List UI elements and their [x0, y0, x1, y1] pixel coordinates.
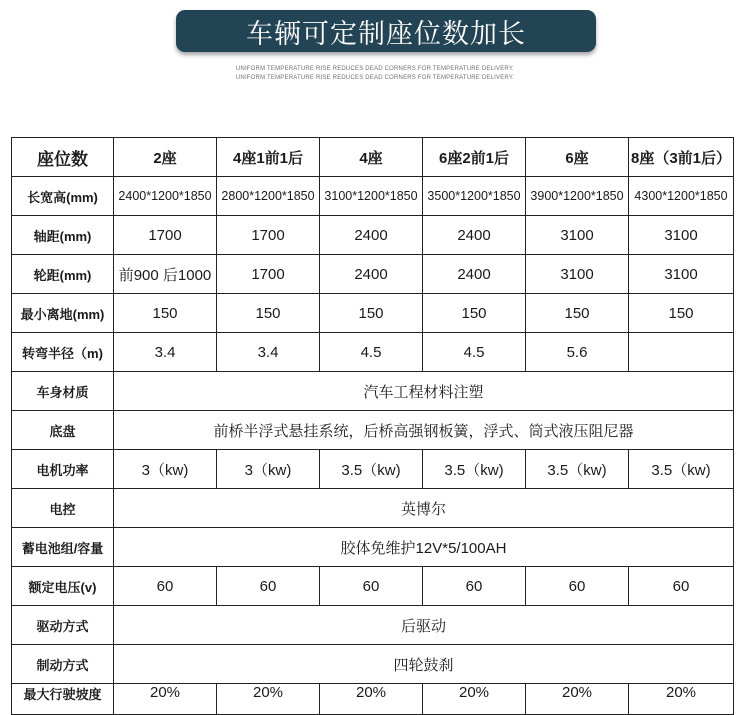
table-cell: 60 — [217, 567, 320, 606]
page-title: 车辆可定制座位数加长 — [246, 18, 526, 50]
table-cell: 4300*1200*1850 — [629, 177, 734, 216]
row-label: 最小离地(mm) — [12, 294, 114, 333]
table-row — [12, 645, 734, 684]
row-label: 额定电压(v) — [12, 567, 114, 606]
table-cell: 60 — [629, 567, 734, 606]
table-row — [12, 411, 734, 450]
table-cell: 3.5（kw) — [629, 450, 734, 489]
table-cell: 20% — [526, 684, 629, 715]
table-row — [12, 372, 734, 411]
table-cell: 150 — [114, 294, 217, 333]
row-label: 电机功率 — [12, 450, 114, 489]
table-cell: 3.4 — [114, 333, 217, 372]
table-cell: 20% — [320, 684, 423, 715]
table-cell: 60 — [320, 567, 423, 606]
table-cell: 1700 — [217, 255, 320, 294]
subtitle-line-1: UNIFORM TEMPERATURE RISE REDUCES DEAD CORNERS FOR TEMPERATURE DELIVERY. — [235, 66, 515, 72]
table-cell — [629, 333, 734, 372]
table-cell: 3100 — [526, 216, 629, 255]
table-cell: 3100 — [526, 255, 629, 294]
table-cell: 3（kw) — [217, 450, 320, 489]
table-cell: 3100 — [629, 255, 734, 294]
table-cell: 150 — [423, 294, 526, 333]
table-row — [12, 567, 734, 606]
row-label: 驱动方式 — [12, 606, 114, 645]
merged-cell: 前桥半浮式悬挂系统，后桥高强钢板簧，浮式、筒式液压阻尼器 — [114, 411, 734, 450]
table-cell: 150 — [629, 294, 734, 333]
table-cell: 5.6 — [526, 333, 629, 372]
header-cell: 4座1前1后 — [217, 138, 320, 177]
header-cell: 6座 — [526, 138, 629, 177]
header-cell: 4座 — [320, 138, 423, 177]
merged-cell: 四轮鼓刹 — [114, 645, 734, 684]
table-cell: 2400 — [320, 255, 423, 294]
merged-cell: 汽车工程材料注塑 — [114, 372, 734, 411]
table-cell: 60 — [114, 567, 217, 606]
header-cell: 座位数 — [12, 138, 114, 177]
table-cell: 3100*1200*1850 — [320, 177, 423, 216]
table-row — [12, 333, 734, 372]
table-cell: 3.5（kw) — [423, 450, 526, 489]
row-label: 长宽高(mm) — [12, 177, 114, 216]
table-cell: 150 — [217, 294, 320, 333]
row-label: 蓄电池组/容量 — [12, 528, 114, 567]
table-cell: 3.4 — [217, 333, 320, 372]
table-row — [12, 489, 734, 528]
table-cell: 60 — [526, 567, 629, 606]
title-banner — [176, 10, 596, 52]
merged-cell: 胶体免维护12V*5/100AH — [114, 528, 734, 567]
row-label: 转弯半径（m) — [12, 333, 114, 372]
header-cell: 6座2前1后 — [423, 138, 526, 177]
table-cell: 2400*1200*1850 — [114, 177, 217, 216]
row-label: 最大行驶坡度 — [12, 684, 114, 715]
table-cell: 1700 — [217, 216, 320, 255]
row-label: 车身材质 — [12, 372, 114, 411]
spec-table — [11, 137, 734, 715]
table-cell: 3（kw) — [114, 450, 217, 489]
table-cell: 150 — [320, 294, 423, 333]
table-cell: 2400 — [423, 255, 526, 294]
table-row — [12, 177, 734, 216]
table-cell: 3900*1200*1850 — [526, 177, 629, 216]
table-cell: 1700 — [114, 216, 217, 255]
table-row — [12, 294, 734, 333]
table-cell: 20% — [423, 684, 526, 715]
merged-cell: 英博尔 — [114, 489, 734, 528]
table-row — [12, 255, 734, 294]
row-label: 制动方式 — [12, 645, 114, 684]
row-label: 轮距(mm) — [12, 255, 114, 294]
row-label: 电控 — [12, 489, 114, 528]
table-cell: 3500*1200*1850 — [423, 177, 526, 216]
table-header-row — [12, 138, 734, 177]
table-row — [12, 684, 734, 715]
table-row — [12, 528, 734, 567]
subtitle-line-2: UNIFORM TEMPERATURE RISE REDUCES DEAD CORNERS FOR TEMPERATURE DELIVERY. — [235, 75, 515, 81]
table-cell: 3100 — [629, 216, 734, 255]
table-cell: 20% — [114, 684, 217, 715]
table-cell: 2400 — [320, 216, 423, 255]
merged-cell: 后驱动 — [114, 606, 734, 645]
table-cell: 2800*1200*1850 — [217, 177, 320, 216]
table-row — [12, 606, 734, 645]
table-cell: 60 — [423, 567, 526, 606]
table-cell: 4.5 — [320, 333, 423, 372]
table-cell: 20% — [629, 684, 734, 715]
table-cell: 150 — [526, 294, 629, 333]
header-cell: 2座 — [114, 138, 217, 177]
table-cell: 3.5（kw) — [526, 450, 629, 489]
table-row — [12, 216, 734, 255]
row-label: 底盘 — [12, 411, 114, 450]
table-row — [12, 450, 734, 489]
table-cell: 前900 后1000 — [114, 255, 217, 294]
table-cell: 2400 — [423, 216, 526, 255]
header-cell: 8座（3前1后） — [629, 138, 734, 177]
table-cell: 20% — [217, 684, 320, 715]
row-label: 轴距(mm) — [12, 216, 114, 255]
table-cell: 4.5 — [423, 333, 526, 372]
table-cell: 3.5（kw) — [320, 450, 423, 489]
